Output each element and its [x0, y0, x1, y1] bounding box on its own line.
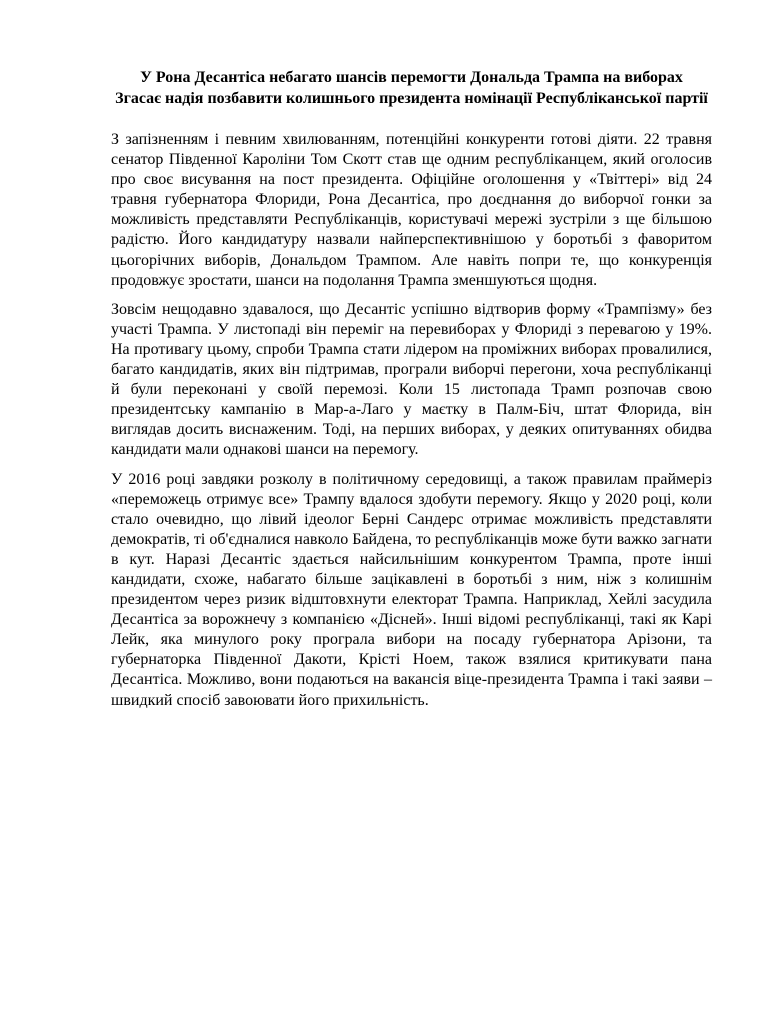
- paragraph-1: З запізненням і певним хвилюванням, потенційні конкуренти готові діяти. 22 травня сенатор Південної Кароліни Том Скотт став ще одним республіканцем, який оголосив про своє висування на пост президента. Офіційне оголошення у «Твіттері» від 24 травня губернатора Флориди, Рона Десантіса, про доєднання до виборчої гонки за можливість представляти Республіканців, користувачі мережі зустріли з ще більшою радістю. Його кандидатуру назвали найперспективнішою у боротьбі з фаворитом цьогорічних виборів, Дональдом Трампом. Але навіть попри те, що конкуренція продовжує зростати, шанси на подолання Трампа зменшуються щодня.: [111, 131, 712, 289]
- document-body: [111, 68, 712, 720]
- paragraph-2: Зовсім нещодавно здавалося, що Десантіс успішно відтворив форму «Трампізму» без участі Трампа. У листопаді він переміг на перевиборах у Флориді з перевагою у 19%. На противагу цьому, спроби Трампа стати лідером на проміжних виборах провалилися, багато кандидатів, яких він підтримав, програли виборчі перегони, хоча республіканці й були переконані у своїй перемозі. Коли 15 листопада Трамп розпочав свою президентську кампанію в Мар-а-Лаго у маєтку в Палм-Біч, штат Флорида, він виглядав досить виснаженим. Тоді, на перших виборах, у деяких опитуваннях обидва кандидати мали однакові шанси на перемогу.: [111, 300, 712, 459]
- headline-block: [111, 68, 712, 109]
- paragraph-3: У 2016 році завдяки розколу в політичному середовищі, а також правилам праймеріз «переможець отримує все» Трампу вдалося здобути перемогу. Якщо у 2020 році, коли стало очевидно, що лівий ідеолог Берні Сандерс отримає можливість представляти демократів, ті об'єдналися навколо Байдена, то республіканців може бути важко загнати в кут. Наразі Десантіс здається найсильнішим конкурентом Трампа, проте інші кандидати, схоже, набагато більше зацікавлені в боротьбі з ним, ніж з колишнім президентом через ризик відштовхнути електорат Трампа. Наприклад, Хейлі засудила Десантіса за ворожнечу з компанією «Дісней». Інші відомі республіканці, такі як Карі Лейк, яка минулого року програла вибори на посаду губернатора Арізони, та губернаторка Південної Дакоти, Крісті Ноем, також взялися критикувати пана Десантіса. Можливо, вони подаються на вакансія віце-президента Трампа і такі заяви – швидкий спосіб завоювати його прихильність.: [111, 470, 712, 709]
- headline-subtitle: Згасає надія позбавити колишнього президента номінації Республіканської партії: [115, 89, 708, 107]
- headline-title: У Рона Десантіса небагато шансів перемогти Дональда Трампа на виборах: [140, 69, 683, 86]
